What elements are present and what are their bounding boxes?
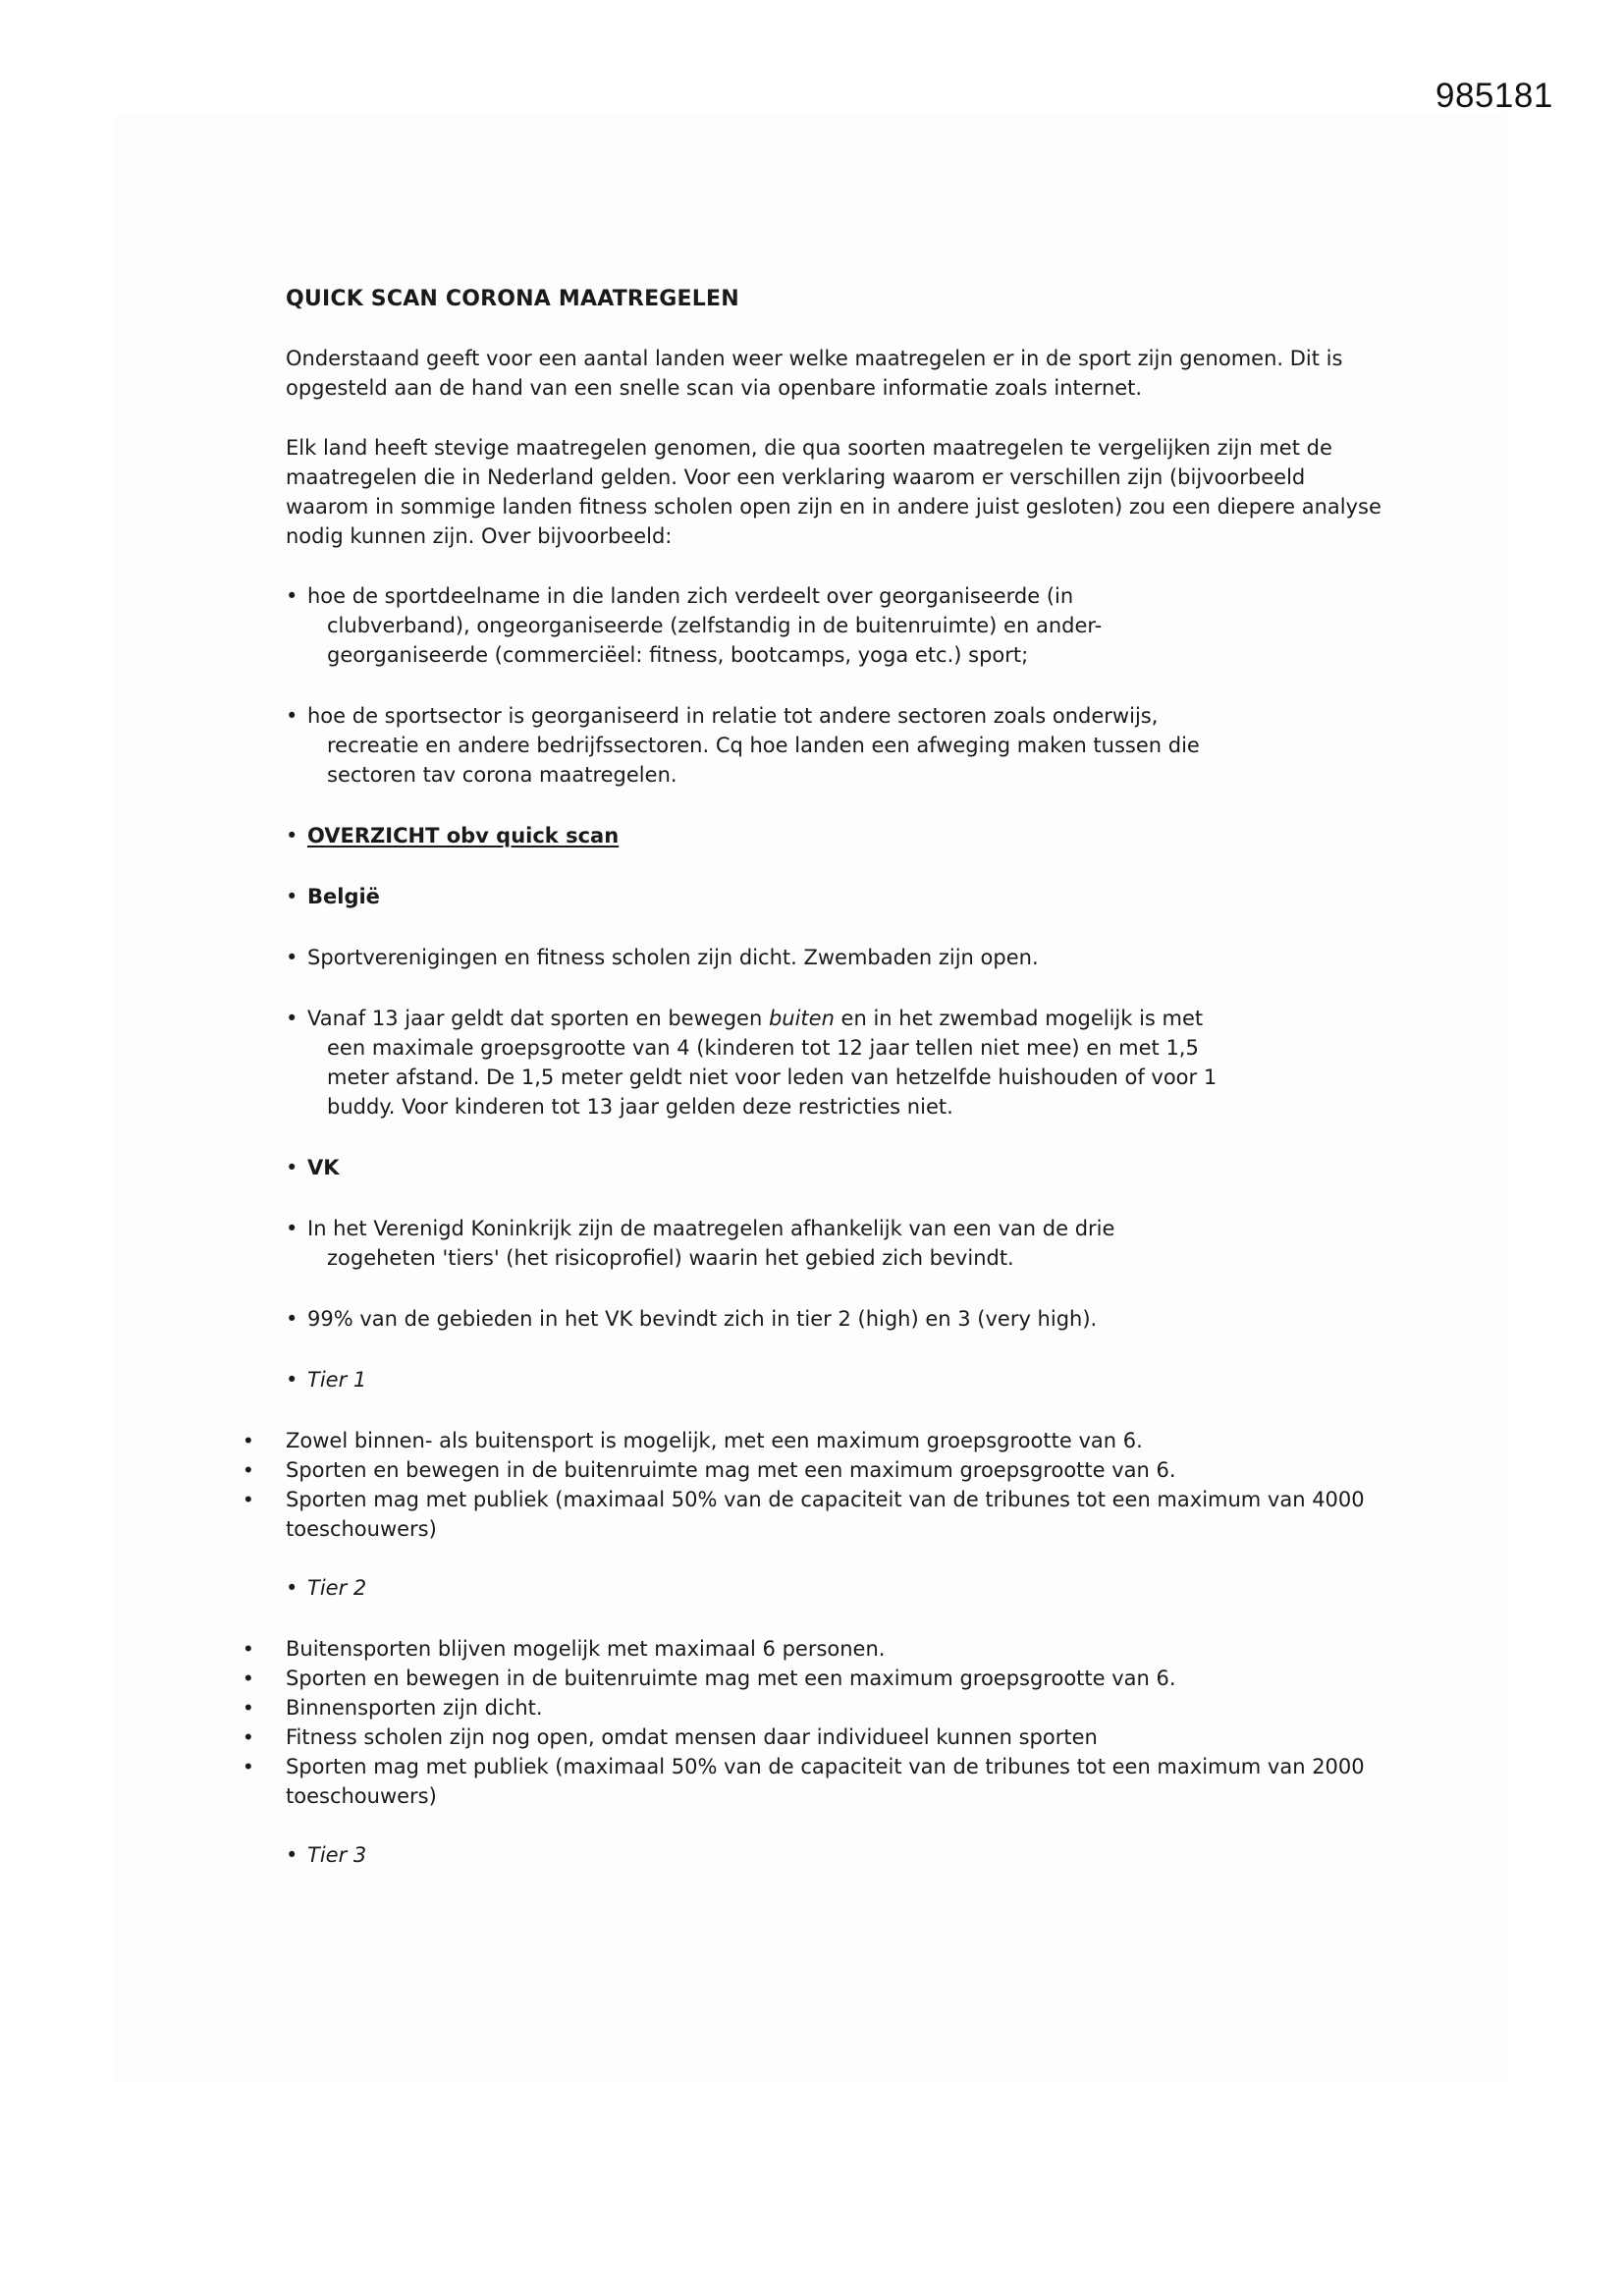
list-item: • Fitness scholen zijn nog open, omdat mensen daar individueel kunnen sporten (244, 1722, 1385, 1752)
list-item: • Buitensporten blijven mogelijk met maximaal 6 personen. (244, 1634, 1385, 1664)
document-body (244, 285, 1385, 1901)
document-id: 985181 (1435, 77, 1553, 115)
bullet-icon: • (286, 584, 298, 608)
bullet-icon: • (244, 1428, 252, 1452)
uk-point-2: • 99% van de gebieden in het VK bevindt zich in tier 2 (high) en 3 (very high). (286, 1304, 1385, 1334)
bullet-icon: • (244, 1724, 252, 1749)
section-heading-uk: • VK (286, 1153, 1385, 1182)
document-title: QUICK SCAN CORONA MAATREGELEN (286, 287, 739, 311)
bullet-icon: • (286, 1156, 298, 1179)
bullet-icon: • (244, 1457, 252, 1482)
bullet-icon: • (286, 1843, 298, 1867)
intro-paragraph-2: Elk land heeft stevige maatregelen genomen, die qua soorten maatregelen te vergelijken zijn met de maatregelen die in Nederland gelden. Voor een verklaring waarom er verschillen zijn (bijvoorbeeld waarom in sommige landen fitness scholen open zijn en in andere juist gesloten) zou een diepere analyse nodig kunnen zijn. Over bijvoorbeeld: (286, 436, 1381, 548)
intro-paragraph-1: Onderstaand geeft voor een aantal landen weer welke maatregelen er in de sport zijn genomen. Dit is opgesteld aan de hand van een snelle scan via openbare informatie zoals internet. (286, 347, 1343, 400)
overview-heading: • OVERZICHT obv quick scan (286, 821, 1385, 850)
bullet-icon: • (244, 1487, 252, 1511)
bullet-icon: • (286, 1307, 298, 1331)
bullet-icon: • (244, 1666, 252, 1690)
list-item: • Binnensporten zijn dicht. (244, 1693, 1385, 1722)
analysis-point-2: • hoe de sportsector is georganiseerd in relatie tot andere sectoren zoals onderwijs, recreatie en andere bedrijfssectoren. Cq hoe landen een afweging maken tussen die sectoren tav corona maatregelen. (286, 701, 1385, 790)
uk-point-1: • In het Verenigd Koninkrijk zijn de maatregelen afhankelijk van een van de drie zogeheten 'tiers' (het risicoprofiel) waarin het gebied zich bevindt. (286, 1214, 1385, 1273)
bullet-icon: • (244, 1636, 252, 1661)
bullet-icon: • (286, 885, 298, 908)
bullet-icon: • (286, 1007, 298, 1030)
list-item: • Zowel binnen- als buitensport is mogelijk, met een maximum groepsgrootte van 6. (244, 1426, 1385, 1455)
tier-1-heading: • Tier 1 (286, 1365, 1385, 1394)
tier-2-heading: • Tier 2 (286, 1573, 1385, 1603)
analysis-point-1: • hoe de sportdeelname in die landen zich verdeelt over georganiseerde (in clubverband), ongeorganiseerde (zelfstandig in de buitenruimte) en ander- georganiseerde (commerciëel: fitness, bootcamps, yoga etc.) sport; (286, 581, 1385, 670)
tier-2-list (244, 1634, 1385, 1811)
list-item: • Sporten mag met publiek (maximaal 50% van de capaciteit van de tribunes tot een maximum van 2000 toeschouwers) (244, 1754, 1365, 1808)
bullet-icon: • (286, 1368, 298, 1392)
bullet-icon: • (244, 1754, 252, 1778)
bullet-icon: • (286, 1576, 298, 1600)
bullet-icon: • (286, 824, 298, 847)
list-item: • Sporten en bewegen in de buitenruimte mag met een maximum groepsgrootte van 6. (244, 1455, 1385, 1485)
section-heading-belgium: • België (286, 882, 1385, 911)
bullet-icon: • (244, 1695, 252, 1720)
bullet-icon: • (286, 1217, 298, 1240)
list-item: • Sporten mag met publiek (maximaal 50% van de capaciteit van de tribunes tot een maximum van 4000 toeschouwers) (244, 1487, 1365, 1541)
list-item: • Sporten en bewegen in de buitenruimte mag met een maximum groepsgrootte van 6. (244, 1664, 1385, 1693)
tier-3-heading: • Tier 3 (286, 1840, 1385, 1870)
bullet-icon: • (286, 704, 298, 728)
tier-1-list (244, 1426, 1385, 1544)
belgium-point-2: • Vanaf 13 jaar geldt dat sporten en bewegen buiten en in het zwembad mogelijk is met een maximale groepsgrootte van 4 (kinderen tot 12 jaar tellen niet mee) en met 1,5 meter afstand. De 1,5 meter geldt niet voor leden van hetzelfde huishouden of voor 1 buddy. Voor kinderen tot 13 jaar gelden deze restricties niet. (286, 1004, 1385, 1121)
bullet-icon: • (286, 946, 298, 969)
belgium-point-1: • Sportverenigingen en fitness scholen zijn dicht. Zwembaden zijn open. (286, 943, 1385, 972)
